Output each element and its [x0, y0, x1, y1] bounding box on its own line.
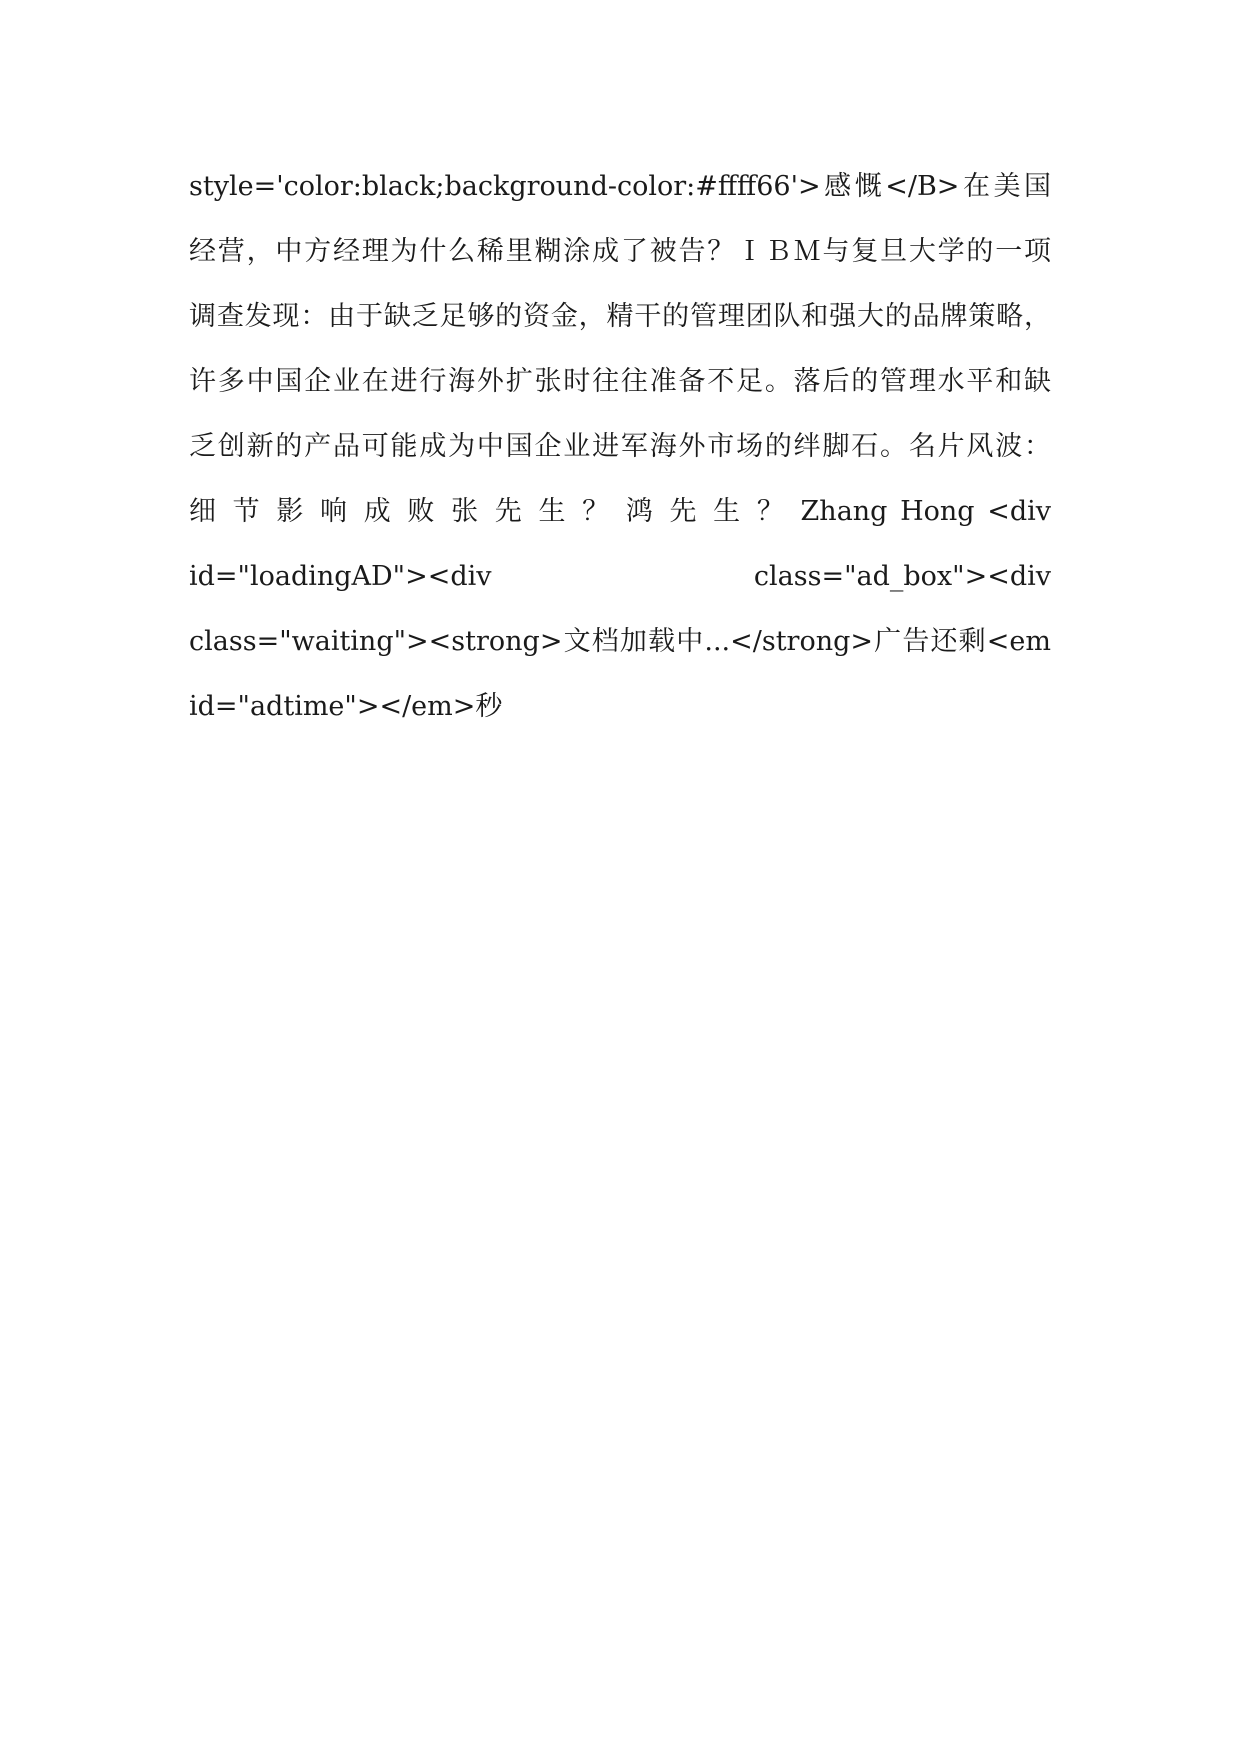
text-line-7: id="loadingAD"><div class="ad_box"><div — [189, 561, 1051, 592]
text-line-9: id="adtime"></em>秒 — [189, 691, 503, 722]
text-line-5: 乏创新的产品可能成为中国企业进军海外市场的绊脚石。名片风波： — [189, 431, 1051, 462]
body-text — [189, 154, 1051, 739]
text-line-3: 调查发现：由于缺乏足够的资金，精干的管理团队和强大的品牌策略， — [189, 301, 1051, 332]
text-line-2: 经营，中方经理为什么稀里糊涂成了被告？ＩＢＭ与复旦大学的一项 — [189, 236, 1051, 267]
text-line-6: 细 节 影 响 成 败 张 先 生 ？ 鸿 先 生 ？ Zhang Hong <div — [189, 496, 1051, 527]
text-line-1: style='color:black;background-color:#ffff66'>感慨</B>在美国 — [189, 171, 1051, 202]
text-line-8: class="waiting"><strong>文档加载中...</strong>广告还剩<em — [189, 626, 1051, 657]
text-line-4: 许多中国企业在进行海外扩张时往往准备不足。落后的管理水平和缺 — [189, 366, 1051, 397]
